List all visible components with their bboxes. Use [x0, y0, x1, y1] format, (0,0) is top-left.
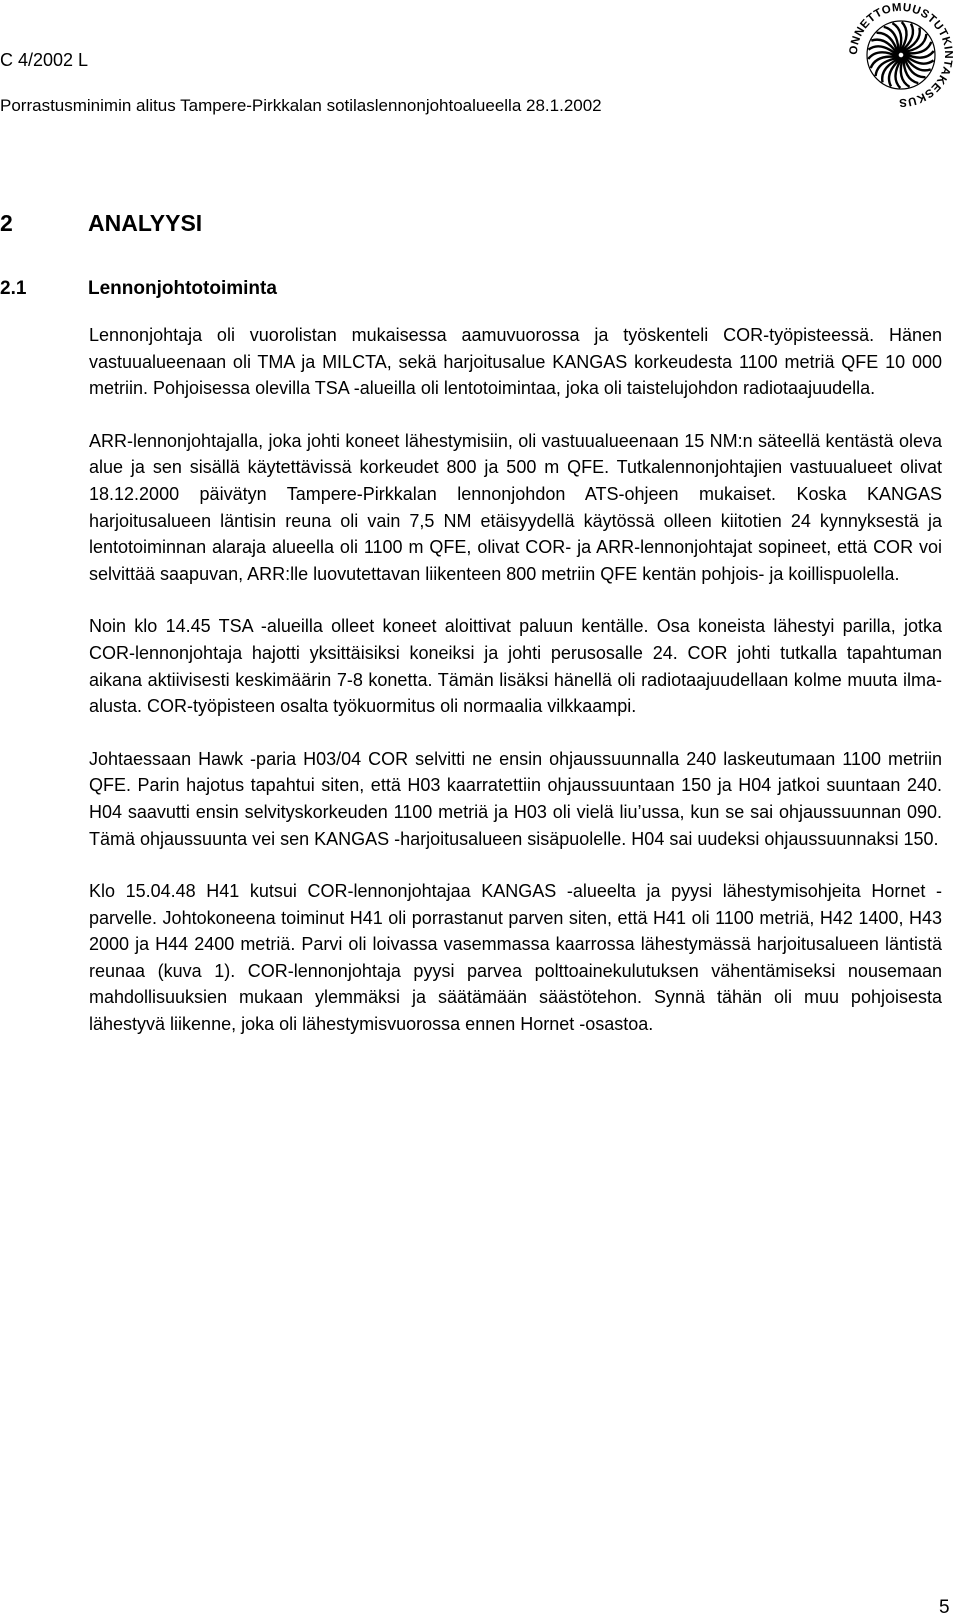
document-title: Porrastusminimin alitus Tampere-Pirkkalan sotilaslennonjohtoalueella 28.1.2002 [0, 96, 602, 115]
subsection-title: Lennonjohtotoiminta [88, 278, 277, 299]
paragraph: Klo 15.04.48 H41 kutsui COR-lennonjohtajaa KANGAS -alueelta ja pyysi lähestymisohjeita Hornet -parvelle. Johtokoneena toiminut H41 oli porrastanut parven siten, että H41 oli 1100 metriä, H42 1400, H43 2000 ja H44 2400 metriä. Parvi oli loivassa vasemmassa kaarrossa lähestymässä harjoitusalueen läntistä reunaa (kuva 1). COR-lennonjohtaja pyysi parvea polttoainekulutuksen vähentämiseksi nousemaan mahdollisuuksien mukaan ylemmäksi ja säätämään säästötehon. Synnä tähän oli muu pohjoisesta lähestyvä liikenne, joka oli lähestymisvuorossa ennen Hornet -osastoa. [89, 881, 942, 1035]
section-number: 2 [0, 210, 13, 236]
svg-text:ONNETTOMUUSTUTKINTAKESKUS [848, 2, 954, 108]
onnettomuustutkintakeskus-logo [848, 2, 954, 108]
paragraph: Lennonjohtaja oli vuorolistan mukaisessa aamuvuorossa ja työskenteli COR-työpisteessä. Hänen vastuualueenaan oli TMA ja MILCTA, sekä harjoitusalue KANGAS korkeudesta 1100 metriä QFE 10 000 metriin. Pohjoisessa olevilla TSA -alueilla oli lentotoimintaa, joka oli taistelujohdon radiotaajuudella. [89, 325, 942, 399]
body-text [89, 322, 942, 1064]
subsection-heading [0, 278, 277, 300]
section-heading [0, 210, 202, 237]
page-number: 5 [939, 1597, 950, 1618]
section-title: ANALYYSI [88, 210, 203, 236]
logo-ring [867, 21, 935, 89]
subsection-number: 2.1 [0, 278, 27, 299]
logo-ring-text: ONNETTOMUUSTUTKINTAKESKUS [848, 2, 954, 108]
paragraph: ARR-lennonjohtajalla, joka johti koneet lähestymisiin, oli vastuualueenaan 15 NM:n säteellä kentästä oleva alue ja sen sisällä käytettävissä korkeudet 800 ja 500 m QFE. Tutkalennonjohtajien vastuualueet olivat 18.12.2000 päivätyn Tampere-Pirkkalan lennonjohdon ATS-ohjeen mukaiset. Koska KANGAS harjoitusalueen läntisin reuna oli vain 7,5 NM etäisyydellä käytössä olleen kiitotien 24 kynnyksestä ja lentotoiminnan alaraja alueella oli 1100 m QFE, olivat COR- ja ARR-lennonjohtajat sopineet, että COR voi selvittää saapuvan, ARR:lle luovutettavan liikenteen 800 metriin QFE kentän pohjois- ja koillispuolella. [89, 430, 942, 584]
paragraph: Noin klo 14.45 TSA -alueilla olleet koneet aloittivat paluun kentälle. Osa koneista lähestyi parilla, jotka COR-lennonjohtaja hajotti yksittäisiksi koneiksi ja johti perusosalle 24. COR johti tutkalla tapahtuman aikana aktiivisesti keskimäärin 7-8 konetta. Tämän lisäksi hänellä oli radiotaajuudellaan kolme muuta ilma-alusta. COR-työpisteen osalta työkuormitus oli normaalia vilkkaampi. [89, 616, 942, 717]
document-id: C 4/2002 L [0, 50, 89, 70]
paragraph: Johtaessaan Hawk -paria H03/04 COR selvitti ne ensin ohjaussuunnalla 240 laskeutumaan 1100 metriin QFE. Parin hajotus tapahtui siten, että H03 kaarratettiin ohjaussuuntaan 150 ja H04 jatkoi suuntaan 240. H04 saavutti ensin selvityskorkeuden 1100 metriä ja H03 oli vielä liu’ussa, kun se sai ohjaussuunnan 090. Tämä ohjaussuunta vei sen KANGAS -harjoitusalueen sisäpuolelle. H04 sai uudeksi ohjaussuunnaksi 150. [89, 748, 942, 849]
